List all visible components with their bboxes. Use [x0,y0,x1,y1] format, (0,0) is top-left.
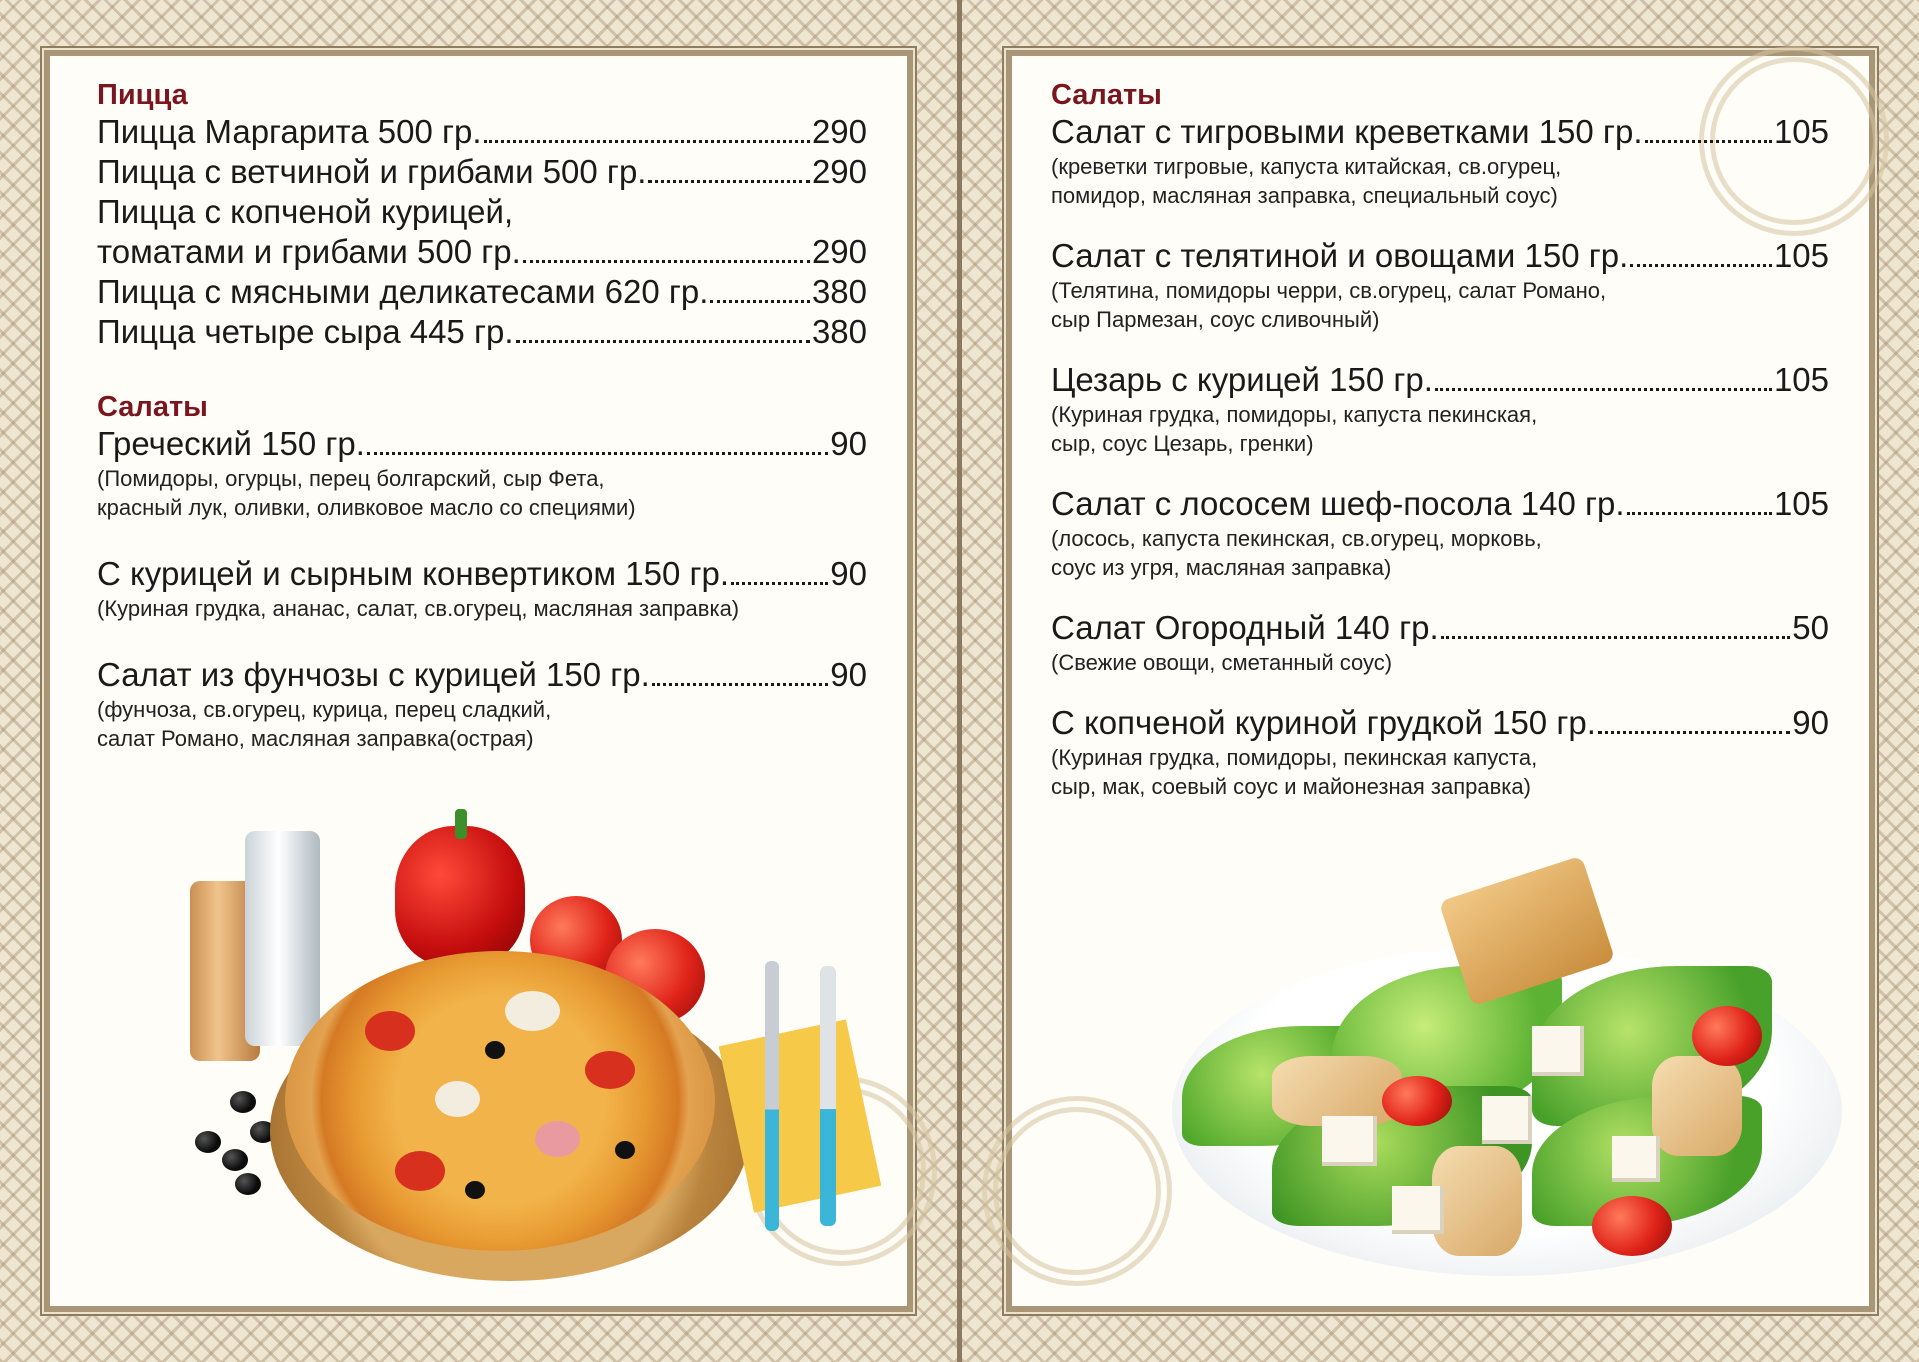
menu-item [97,272,867,312]
page-content [1051,78,1829,801]
item-price: 90 [830,555,867,592]
cheese-cube [1482,1096,1532,1144]
dot-leader [648,180,809,183]
olive-slice [615,1141,635,1159]
cheese-cube [1532,1026,1584,1076]
dot-leader [1627,512,1772,515]
dot-leader [367,452,828,455]
item-price: 380 [811,313,867,350]
item-name: Салат с телятиной и овощами 150 гр. [1051,237,1629,274]
olive [235,1173,261,1195]
cherry-tomato [1382,1076,1452,1126]
menu-item [1051,484,1829,524]
dot-leader [1598,731,1790,734]
item-price: 290 [811,233,867,270]
napkin [719,1019,882,1212]
item-price: 290 [811,113,867,150]
cheese-cube [1322,1116,1377,1166]
menu-item [97,655,867,695]
item-description: сыр Пармезан, соус сливочный) [1051,307,1380,332]
item-name: Цезарь с курицей 150 гр. [1051,361,1433,398]
tomato-slice [585,1051,635,1089]
menu-page-left [0,0,957,1362]
item-price: 105 [1773,237,1829,274]
olive [230,1091,256,1113]
menu-item [97,152,867,192]
item-description: (Куриная грудка, помидоры, капуста пекинская, [1051,402,1538,427]
item-price: 90 [830,656,867,693]
item-price: 105 [1773,361,1829,398]
red-pepper [395,826,525,966]
item-description: соус из угря, масляная заправка) [1051,555,1392,580]
cheese-cube [1392,1186,1444,1234]
menu-item [1051,360,1829,400]
menu-item [1051,236,1829,276]
item-description: красный лук, оливки, оливковое масло со специями) [97,495,636,520]
menu-item [97,112,867,152]
item-name: Салат с лососем шеф-посола 140 гр. [1051,485,1625,522]
item-name: С курицей и сырным конвертиком 150 гр. [97,555,730,592]
menu-item [97,424,867,464]
dot-leader [1441,636,1791,639]
dot-leader [731,582,828,585]
fork [765,961,779,1231]
item-name: Пицца с ветчиной и грибами 500 гр. [97,153,647,190]
item-price: 90 [1792,704,1829,741]
salt-shaker [245,831,320,1046]
mushroom [505,991,560,1031]
item-name: томатами и грибами 500 гр. [97,233,521,270]
item-description: (лосось, капуста пекинская, св.огурец, морковь, [1051,526,1542,551]
dot-leader [1645,140,1772,143]
olive-slice [465,1181,485,1199]
item-price: 290 [811,153,867,190]
item-name: Пицца Маргарита 500 гр. [97,113,482,150]
menu-item [97,554,867,594]
item-price: 380 [811,273,867,310]
dot-leader [484,140,810,143]
item-description: сыр, мак, соевый соус и майонезная заправка) [1051,774,1531,799]
mushroom [435,1081,480,1117]
ham [535,1121,580,1157]
dot-leader [710,300,809,303]
dot-leader [1435,388,1772,391]
tomato-slice [395,1151,445,1191]
item-name: Салат из фунчозы с курицей 150 гр. [97,656,650,693]
ornament-swirl [982,1096,1172,1286]
dot-leader [516,340,810,343]
menu-item [97,312,867,352]
tomato-slice [365,1011,415,1051]
olive-slice [485,1041,505,1059]
item-price: 105 [1773,485,1829,522]
item-price: 50 [1792,609,1829,646]
item-description: (фунчоза, св.огурец, курица, перец сладкий, [97,697,552,722]
menu-item [1051,112,1829,152]
item-name: С копченой куриной грудкой 150 гр. [1051,704,1596,741]
cherry-tomato [1592,1196,1672,1256]
item-description: (Помидоры, огурцы, перец болгарский, сыр Фета, [97,466,605,491]
item-description: салат Романо, масляная заправка(острая) [97,726,534,751]
olive [222,1149,248,1171]
item-description: (креветки тигровые, капуста китайская, св.огурец, [1051,154,1562,179]
cheese-cube [1612,1136,1660,1182]
item-price: 90 [830,425,867,462]
item-price: 105 [1773,113,1829,150]
item-name: Салат с тигровыми креветками 150 гр. [1051,113,1643,150]
item-description: сыр, соус Цезарь, гренки) [1051,431,1314,456]
pizza-photo [110,801,810,1281]
item-description: (Телятина, помидоры черри, св.огурец, салат Романо, [1051,278,1607,303]
item-name-line1: Пицца с копченой курицей, [97,193,514,230]
olive [195,1131,221,1153]
salad-photo [1152,856,1852,1296]
section-title-salads: Салаты [1051,79,1162,111]
menu-page-right [962,0,1919,1362]
dot-leader [523,260,810,263]
menu-item [1051,703,1829,743]
menu-item [1051,608,1829,648]
page-frame [1006,50,1875,1312]
item-description: (Куриная грудка, ананас, салат, св.огурец, масляная заправка) [97,596,740,621]
menu-item [97,232,867,272]
page-content [97,78,867,753]
dot-leader [652,683,828,686]
dot-leader [1630,264,1772,267]
page-frame [44,50,913,1312]
pepper-stem [455,809,467,839]
item-name: Греческий 150 гр. [97,425,365,462]
item-name: Салат Огородный 140 гр. [1051,609,1439,646]
item-name: Пицца четыре сыра 445 гр. [97,313,514,350]
item-name: Пицца с мясными деликатесами 620 гр. [97,273,709,310]
knife [820,966,836,1226]
cherry-tomato [1692,1006,1762,1066]
pizza [285,951,715,1251]
item-description: (Куриная грудка, помидоры, пекинская капуста, [1051,745,1538,770]
section-title-salads: Салаты [97,391,208,423]
section-title-pizza: Пицца [97,79,188,111]
chicken-piece [1432,1146,1522,1256]
item-description: (Свежие овощи, сметанный соус) [1051,650,1393,675]
chicken-piece [1652,1056,1742,1156]
item-description: помидор, масляная заправка, специальный соус) [1051,183,1558,208]
